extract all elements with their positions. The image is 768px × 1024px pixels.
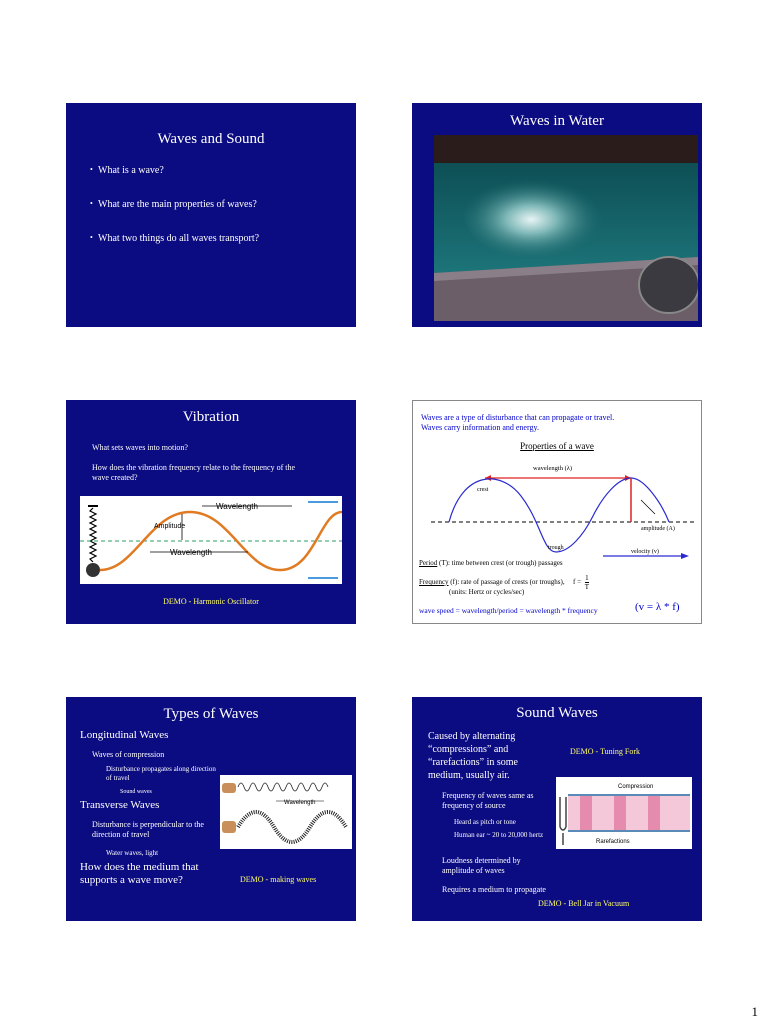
rarefaction-label: Rarefactions [596,839,630,845]
slide-waves-in-water [412,103,702,327]
fraction-denominator: T [584,583,590,591]
wavelength-text: wavelength (λ) [533,465,573,472]
period-text: (T): time between crest (or trough) passages [437,559,563,567]
demo-label: DEMO - Bell Jar in Vacuum [538,899,630,908]
compression-label: Compression [618,784,654,790]
diagram-heading: Properties of a wave [520,441,594,451]
medium-question: How does the medium that supports a wave move? [80,861,199,886]
demo-label: DEMO - making waves [240,875,317,884]
slinky-waves-figure [220,775,352,849]
human-ear-text: Human ear ~ 20 to 20,000 hertz [454,831,544,839]
demo-label: DEMO - Tuning Fork [570,747,641,756]
bullet-item: • What two things do all waves transport? [90,233,259,244]
oscillator-diagram [80,496,342,584]
wave-speed-formula: (v = λ * f) [635,601,680,613]
wavelength-label: Wavelength [284,800,316,806]
slide-title: Sound Waves [516,705,598,721]
pitch-text: Heard as pitch or tone [454,818,516,826]
frequency-text: (f): rate of passage of crests (or troughs), [448,578,565,586]
caused-text: Caused by alternating “compressions” and “rarefactions” in some medium, usually air. [428,731,518,781]
bullet-item: • What is a wave? [90,165,259,176]
intro-text: Waves carry information and energy. [421,423,539,432]
slide-title: Vibration [182,409,240,425]
frequency-definition [419,578,565,586]
slide-properties-of-a-wave [412,400,702,624]
page-number: 1 [751,1004,758,1019]
transverse-heading: Transverse Waves [80,799,160,811]
slide-types-of-waves [66,697,356,921]
slide-title: Waves in Water [510,113,604,129]
crest-text: crest [477,487,489,493]
amplitude-text: amplitude (A) [641,526,675,532]
longitudinal-heading: Longitudinal Waves [80,729,169,741]
velocity-text: velocity (v) [631,549,659,555]
period-label: Period [419,559,438,567]
fraction-numerator: 1 [585,574,589,582]
wave-speed-text: wave speed = wavelength/period = wavelength * frequency [419,606,598,615]
water-light-text: Water waves, light [106,849,159,857]
bullet-item: • What are the main properties of waves? [90,199,259,210]
sound-waves-text: Sound waves [120,789,152,795]
slide-vibration [66,400,356,624]
loudness-text: Loudness determined by amplitude of waves [442,856,521,875]
period-definition [419,559,563,567]
question-text: How does the vibration frequency relate to the frequency of the wave created? [92,463,296,482]
slide-title: Waves and Sound [157,131,265,147]
units-text: (units: Hertz or cycles/sec) [449,588,525,596]
trough-text: trough [548,545,564,551]
frequency-label: Frequency [419,578,449,586]
slide-sound-waves [412,697,702,921]
wavelength-label: Wavelength [170,548,212,557]
f-equals: f = [573,578,582,586]
compression-rarefaction-figure [556,777,692,849]
question-text: What sets waves into motion? [92,443,188,452]
intro-text: Waves are a type of disturbance that can propagate or travel. [421,413,615,422]
slide-title: Types of Waves [163,706,259,722]
frequency-text: Frequency of waves same as frequency of source [442,791,534,810]
pool-water-photo [434,135,698,321]
compression-text: Waves of compression [92,750,165,759]
wavelength-label: Wavelength [216,502,258,511]
frequency-formula [573,574,589,591]
demo-label: DEMO - Harmonic Oscillator [163,597,259,606]
wave-properties-diagram [413,456,702,560]
medium-text: Requires a medium to propagate [442,885,546,894]
disturbance-text: Disturbance propagates along direction of travel [106,765,216,782]
bullet-list [90,165,259,267]
slide-waves-and-sound [66,103,356,327]
perpendicular-text: Disturbance is perpendicular to the direction of travel [92,820,204,839]
amplitude-label: Amplitude [154,523,186,530]
